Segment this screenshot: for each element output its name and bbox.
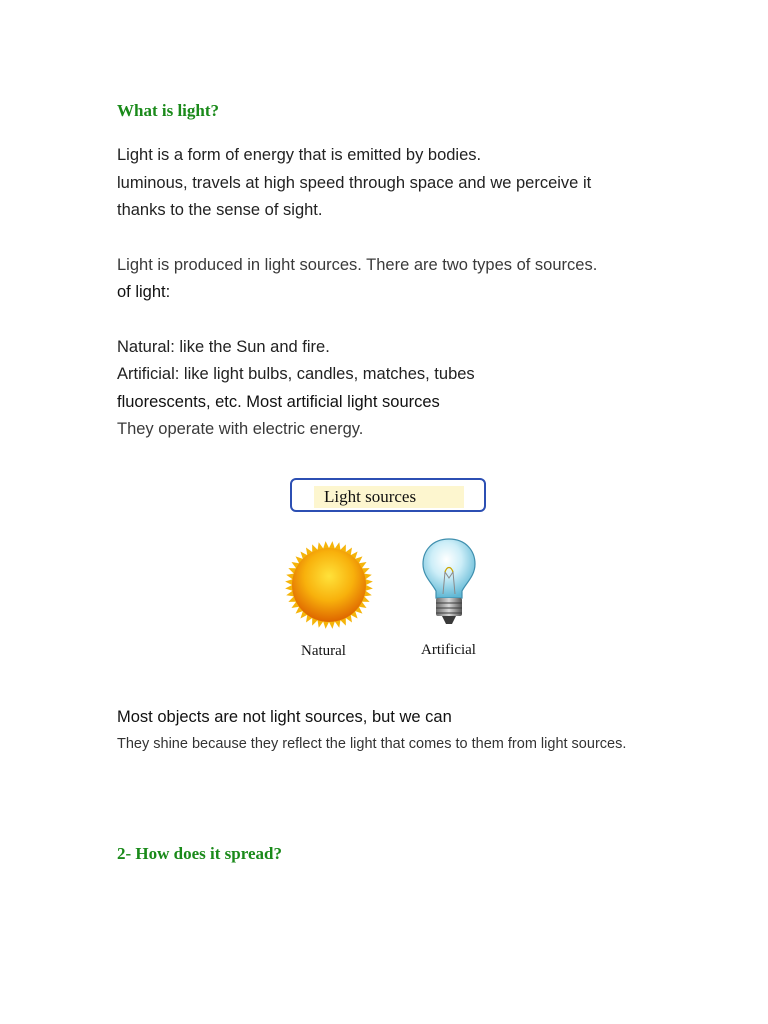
intro-line-2: luminous, travels at high speed through space and we perceive it	[117, 174, 592, 192]
light-bulb-icon	[418, 536, 480, 628]
light-sources-box	[290, 478, 486, 512]
objects-line-1: Most objects are not light sources, but we can	[117, 708, 452, 726]
heading-what-is-light: What is light?	[117, 101, 220, 120]
sources-line-2: of light:	[117, 283, 171, 301]
natural-caption: Natural	[301, 643, 346, 659]
sources-line-1: Light is produced in light sources. There are two types of sources.	[117, 256, 598, 274]
light-sources-diagram	[280, 470, 500, 670]
types-line-artificial: Artificial: like light bulbs, candles, matches, tubes	[117, 365, 475, 383]
types-line-fluorescents: fluorescents, etc. Most artificial light sources	[117, 393, 440, 411]
artificial-caption: Artificial	[421, 642, 476, 658]
intro-line-3: thanks to the sense of sight.	[117, 201, 323, 219]
light-sources-label: Light sources	[314, 486, 464, 508]
heading-how-does-it-spread: 2- How does it spread?	[117, 844, 282, 863]
types-line-electric: They operate with electric energy.	[117, 420, 364, 438]
types-line-natural: Natural: like the Sun and fire.	[117, 338, 330, 356]
objects-line-2: They shine because they reflect the light that comes to them from light sources.	[117, 736, 627, 752]
intro-line-1: Light is a form of energy that is emitted by bodies.	[117, 146, 482, 164]
sun-icon	[284, 540, 374, 630]
